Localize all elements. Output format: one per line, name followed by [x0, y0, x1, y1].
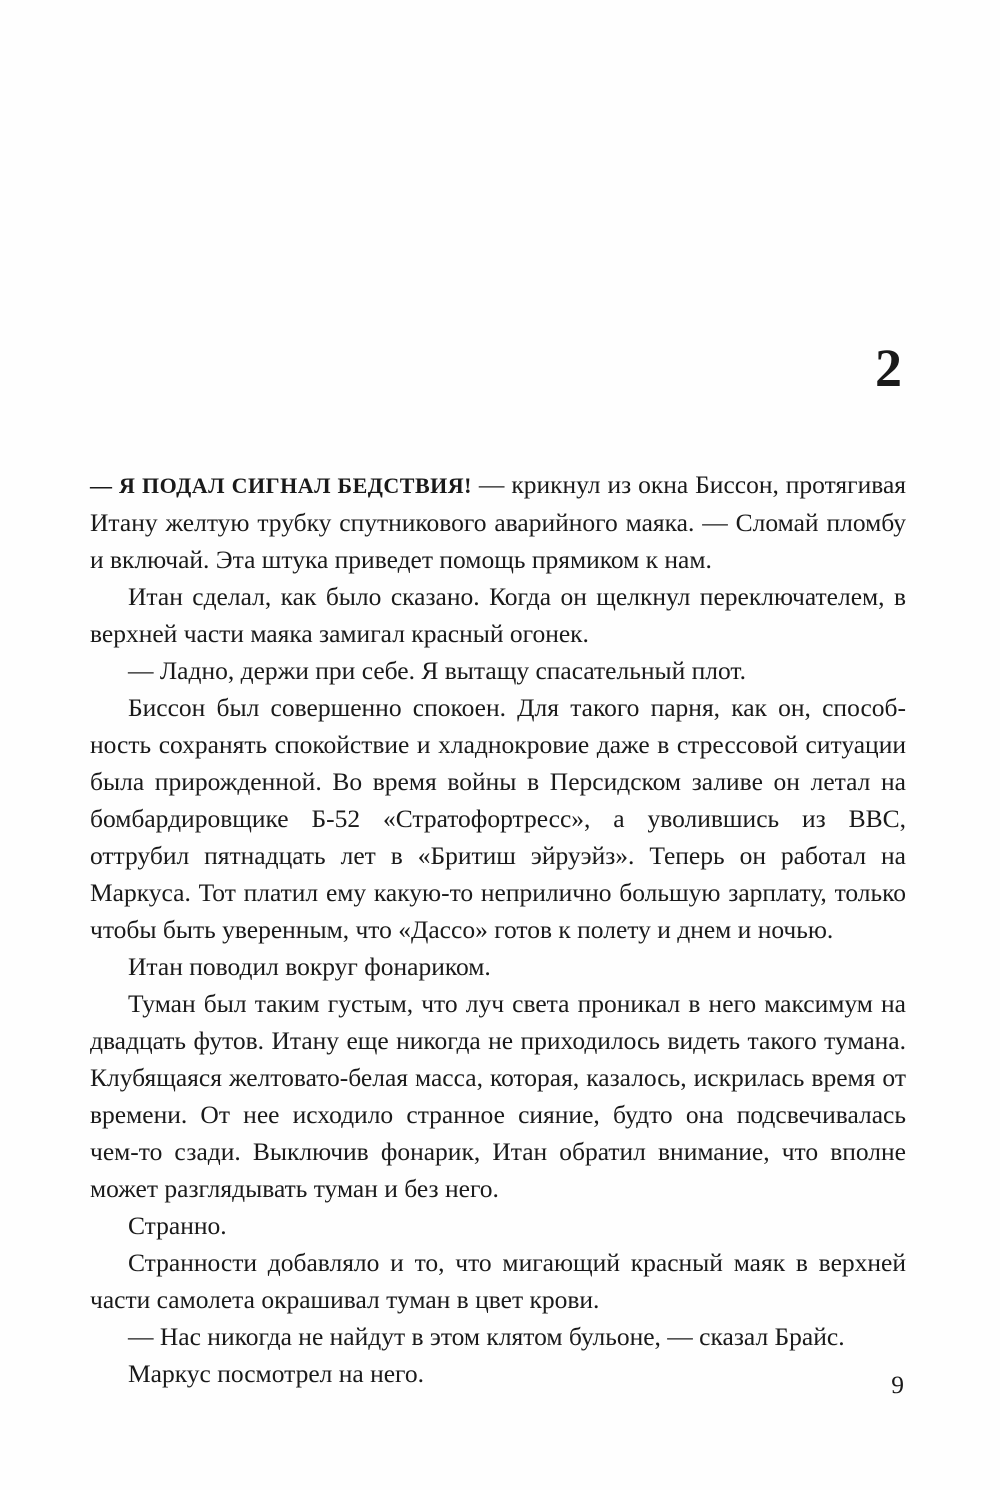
paragraph: Итан поводил вокруг фонариком. — [128, 952, 491, 981]
body-text — [90, 466, 906, 1392]
opening-lead-in: — Я ПОДАЛ СИГНАЛ БЕДСТВИЯ! — [90, 473, 472, 498]
paragraph: Туман был таким густым, что луч света проникал в него максимум на двадцать футов. Итану еще никогда не приходилось видеть такого тумана. Клубящаяся желтовато-белая масса, которая, казалось, искрилась время от времени. От нее исходило странное сияние, будто она подсвечивалась чем-то сзади. Выключив фонарик, Итан обратил внимание, что вполне может разглядывать туман и без него. — [90, 989, 906, 1203]
opening-paragraph — [90, 466, 906, 578]
paragraph: Итан сделал, как было сказано. Когда он щелкнул переключателем, в верхней части маяка замигал красный огонек. — [90, 582, 906, 648]
paragraph: — Нас никогда не найдут в этом клятом бульоне, — сказал Брайс. — [128, 1322, 845, 1351]
chapter-number: 2 — [875, 338, 902, 398]
paragraph: Странности добавляло и то, что мигающий красный маяк в верхней части самолета окрашивал туман в цвет крови. — [90, 1248, 906, 1314]
paragraph: Биссон был совершенно спокоен. Для такого парня, как он, способность сохранять спокойствие и хладнокровие даже в стрессовой ситуации была прирожденной. Во время войны в Персидском заливе он летал на бомбардировщике Б-52 «Стратофортресс», а уволившись из ВВС, оттрубил пятнадцать лет в «Бритиш эйруэйз». Теперь он работал на Маркуса. Тот платил ему какую-то неприлично большую зарплату, только чтобы быть уверенным, что «Дассо» готов к полету и днем и ночью. — [90, 693, 906, 944]
page-number: 9 — [891, 1370, 904, 1399]
paragraph: Маркус посмотрел на него. — [128, 1359, 424, 1388]
paragraph: Странно. — [128, 1211, 227, 1240]
opening-text: — крикнул из окна Биссон, протягивая Итану желтую трубку спутникового аварийного маяка. — Сломай пломбу и включай. Эта штука приведет помощь прямиком к нам. — [90, 470, 906, 574]
paragraph: — Ладно, держи при себе. Я вытащу спасательный плот. — [128, 656, 747, 685]
